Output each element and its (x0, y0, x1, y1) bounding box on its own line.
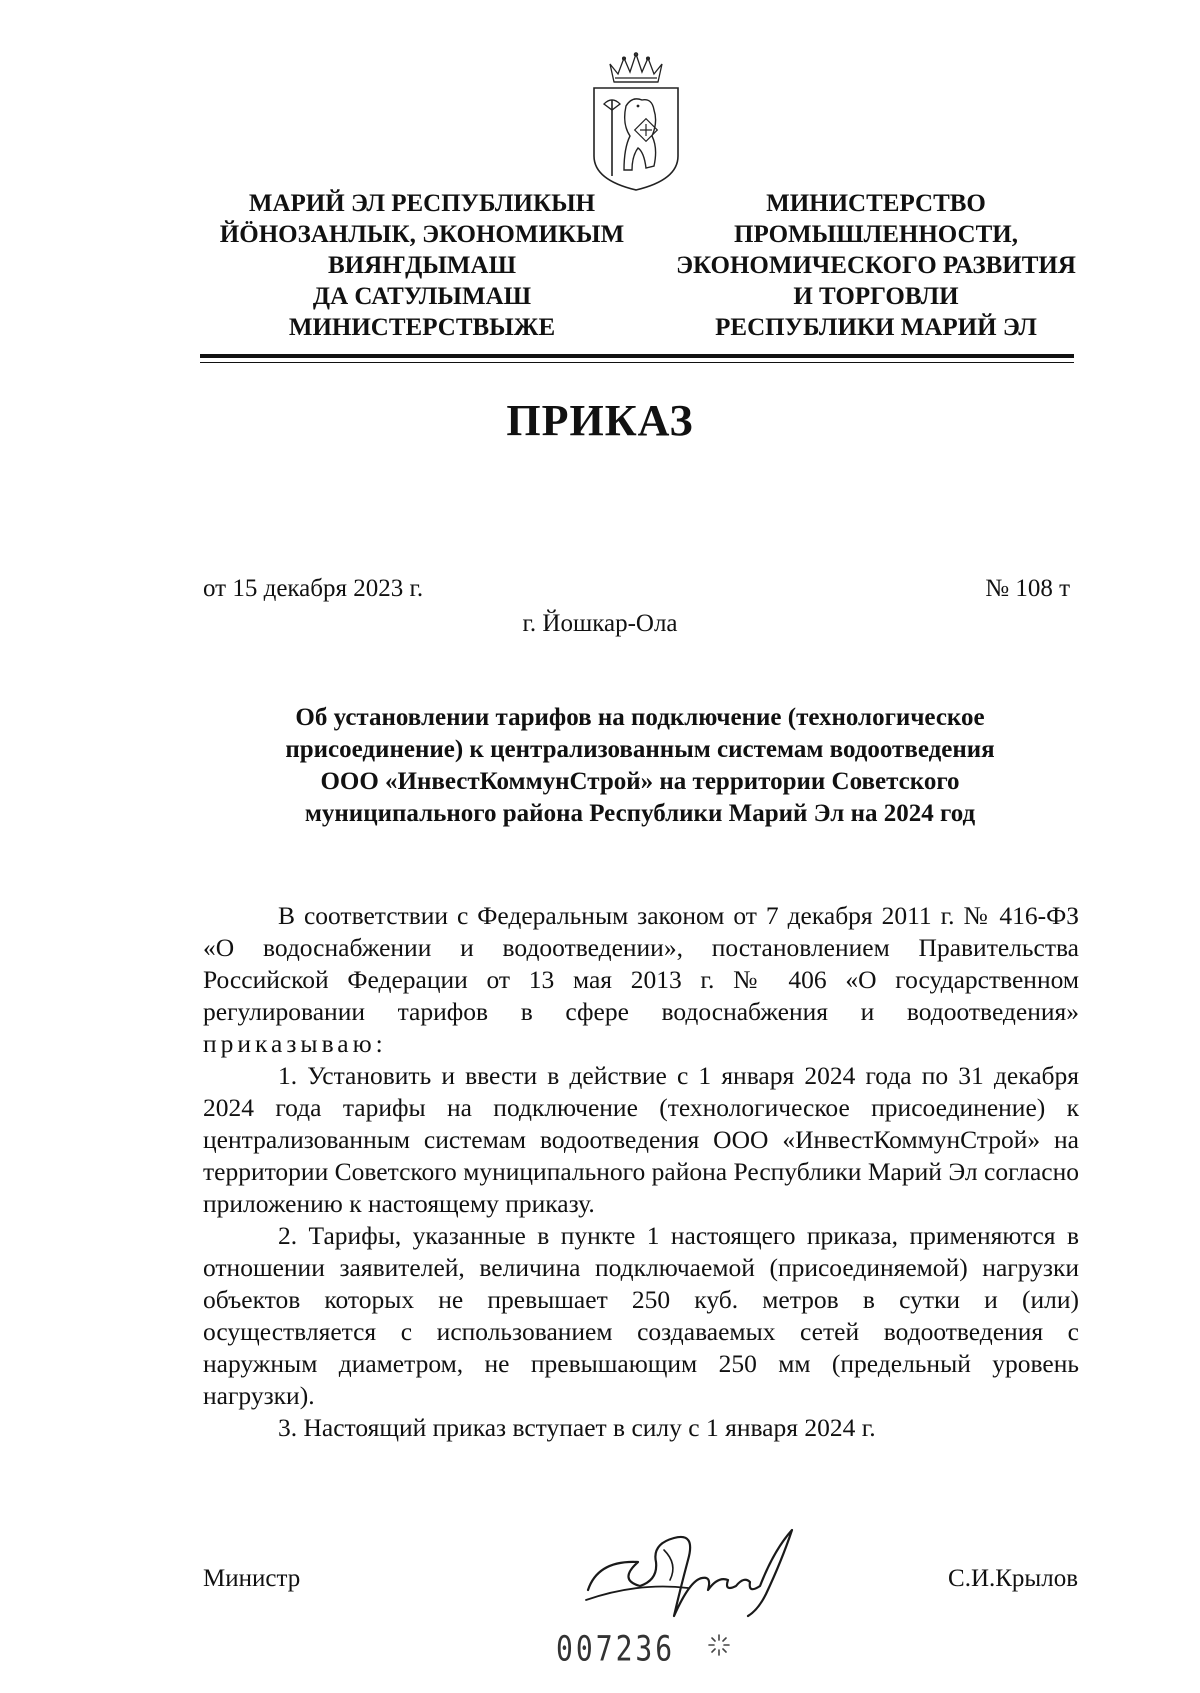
header-left-line: МАРИЙ ЭЛ РЕСПУБЛИКЫН (248, 190, 596, 217)
subject-line: ООО «ИнвестКоммунСтрой» на территории Советского (320, 768, 960, 795)
preamble-text: В соответствии с Федеральным законом от 7 декабря 2011 г. № 416-ФЗ «О водоснабжении и водоотведении», постановлением Правительства Российской Федерации от 13 мая 2013 г. № 406 «О государственном регулировании тарифов в сфере водоснабжения и водоотведения» (203, 901, 1079, 1026)
header-right-line: И ТОРГОВЛИ (793, 283, 959, 310)
snowflake-mark-icon (706, 1632, 732, 1658)
header-left-line: ВИЯҤДЫМАШ (327, 252, 517, 279)
document-body (203, 900, 1079, 1444)
order-item-3: 3. Настоящий приказ вступает в силу с 1 января 2024 г. (278, 1413, 876, 1442)
signatory-name: С.И.Крылов (948, 1565, 1078, 1592)
signature-icon (578, 1520, 808, 1630)
header-right-line: МИНИСТЕРСТВО (766, 190, 986, 217)
serial-number: 007236 (556, 1627, 676, 1670)
order-item-2: 2. Тарифы, указанные в пункте 1 настоящего приказа, применяются в отношении заявителей, величина подключаемой (присоединяемой) нагрузки объектов которых не превышает 250 куб. метров в сутки и (или) осуществляется с использованием создаваемых сетей водоотведения с наружным диаметром, не превышающим 250 мм (предельный уровень нагрузки). (203, 1221, 1079, 1410)
header-right-line: ЭКОНОМИЧЕСКОГО РАЗВИТИЯ (676, 252, 1076, 279)
order-word: приказываю: (203, 1029, 387, 1058)
header-right-line: ПРОМЫШЛЕННОСТИ, (734, 221, 1018, 248)
header-left-line: ДА САТУЛЫМАШ (312, 283, 532, 310)
subject-line: Об установлении тарифов на подключение (технологическое (295, 704, 985, 731)
header-right-line: РЕСПУБЛИКИ МАРИЙ ЭЛ (715, 314, 1037, 341)
header-divider-thin (200, 362, 1074, 363)
signatory-role: Министр (203, 1565, 301, 1592)
header-right-russian (656, 188, 1096, 343)
header-left-line: МИНИСТЕРСТВЫЖЕ (288, 314, 556, 341)
document-date: от 15 декабря 2023 г. (203, 575, 424, 602)
coat-of-arms-icon (588, 52, 684, 192)
document-number: № 108 т (985, 575, 1070, 602)
header-left-marian (202, 188, 642, 343)
subject-line: муниципального района Республики Марий Эл на 2024 год (304, 800, 976, 827)
header-divider-thick (200, 354, 1074, 358)
document-title: ПРИКАЗ (506, 396, 694, 445)
preamble-paragraph (203, 900, 1079, 1060)
header-left-line: ЙӦНОЗАНЛЫК, ЭКОНОМИКЫМ (219, 221, 625, 248)
document-subject (200, 702, 1080, 830)
subject-line: присоединение) к централизованным системам водоотведения (285, 736, 995, 763)
order-item-1: 1. Установить и ввести в действие с 1 января 2024 года по 31 декабря 2024 года тарифы на подключение (технологическое присоединение) к централизованным системам водоотведения ООО «ИнвестКоммунСтрой» на территории Советского муниципального района Республики Марий Эл согласно приложению к настоящему приказу. (203, 1061, 1079, 1218)
document-city: г. Йошкар-Ола (522, 610, 678, 637)
